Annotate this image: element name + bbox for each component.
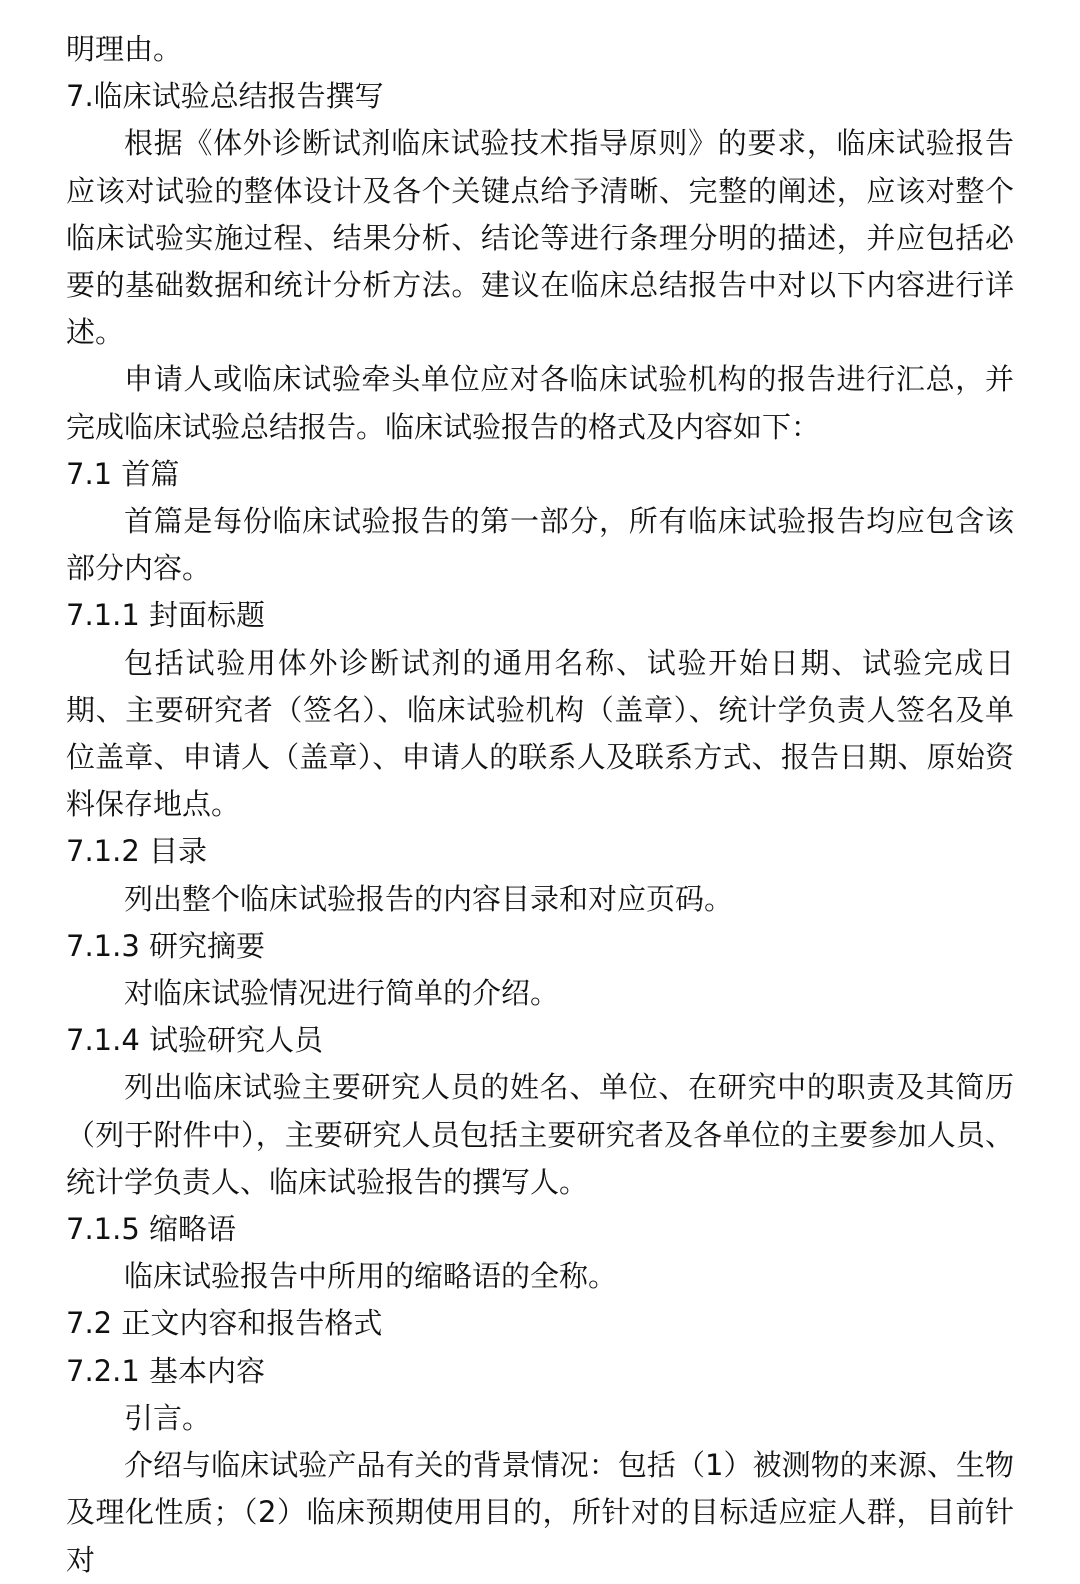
section-heading-7-1-3: 7.1.3 研究摘要 [66,928,266,963]
paragraph-body: 介绍与临床试验产品有关的背景情况：包括（1）被测物的来源、生物及理化性质；（2）临床预期使用目的，所针对的目标适应症人群，目前针对 [66,1448,1014,1577]
paragraph-body: 列出整个临床试验报告的内容目录和对应页码。 [124,881,734,916]
section-heading-7-1: 7.1 首篇 [66,456,180,491]
section-heading-7-1-2: 7.1.2 目录 [66,834,208,869]
paragraph-body: 列出临床试验主要研究人员的姓名、单位、在研究中的职责及其简历（列于附件中），主要研究人员包括主要研究者及各单位的主要参加人员、统计学负责人、临床试验报告的撰写人。 [66,1070,1014,1199]
paragraph-body: 首篇是每份临床试验报告的第一部分，所有临床试验报告均应包含该部分内容。 [66,504,1014,586]
paragraph-body: 临床试验报告中所用的缩略语的全称。 [124,1259,618,1294]
section-heading-7-2-1: 7.2.1 基本内容 [66,1353,266,1388]
paragraph-body: 申请人或临床试验牵头单位应对各临床试验机构的报告进行汇总，并完成临床试验总结报告。临床试验报告的格式及内容如下： [66,362,1014,444]
paragraph-body: 根据《体外诊断试剂临床试验技术指导原则》的要求，临床试验报告应该对试验的整体设计及各个关键点给予清晰、完整的阐述，应该对整个临床试验实施过程、结果分析、结论等进行条理分明的描述，并应包括必要的基础数据和统计分析方法。建议在临床总结报告中对以下内容进行详述。 [66,126,1014,350]
paragraph-body: 包括试验用体外诊断试剂的通用名称、试验开始日期、试验完成日期、主要研究者（签名）、临床试验机构（盖章）、统计学负责人签名及单位盖章、申请人（盖章）、申请人的联系人及联系方式、报告日期、原始资料保存地点。 [66,645,1014,822]
section-heading-7-2: 7.2 正文内容和报告格式 [66,1306,383,1341]
section-heading-7-1-5: 7.1.5 缩略语 [66,1212,237,1247]
paragraph-body: 引言。 [124,1400,212,1435]
paragraph-body: 对临床试验情况进行简单的介绍。 [124,976,560,1011]
section-heading-7: 7.临床试验总结报告撰写 [66,79,384,114]
section-heading-7-1-1: 7.1.1 封面标题 [66,598,266,633]
paragraph-continuation: 明理由。 [66,32,183,66]
section-heading-7-1-4: 7.1.4 试验研究人员 [66,1023,324,1058]
document-page [66,26,1014,1584]
